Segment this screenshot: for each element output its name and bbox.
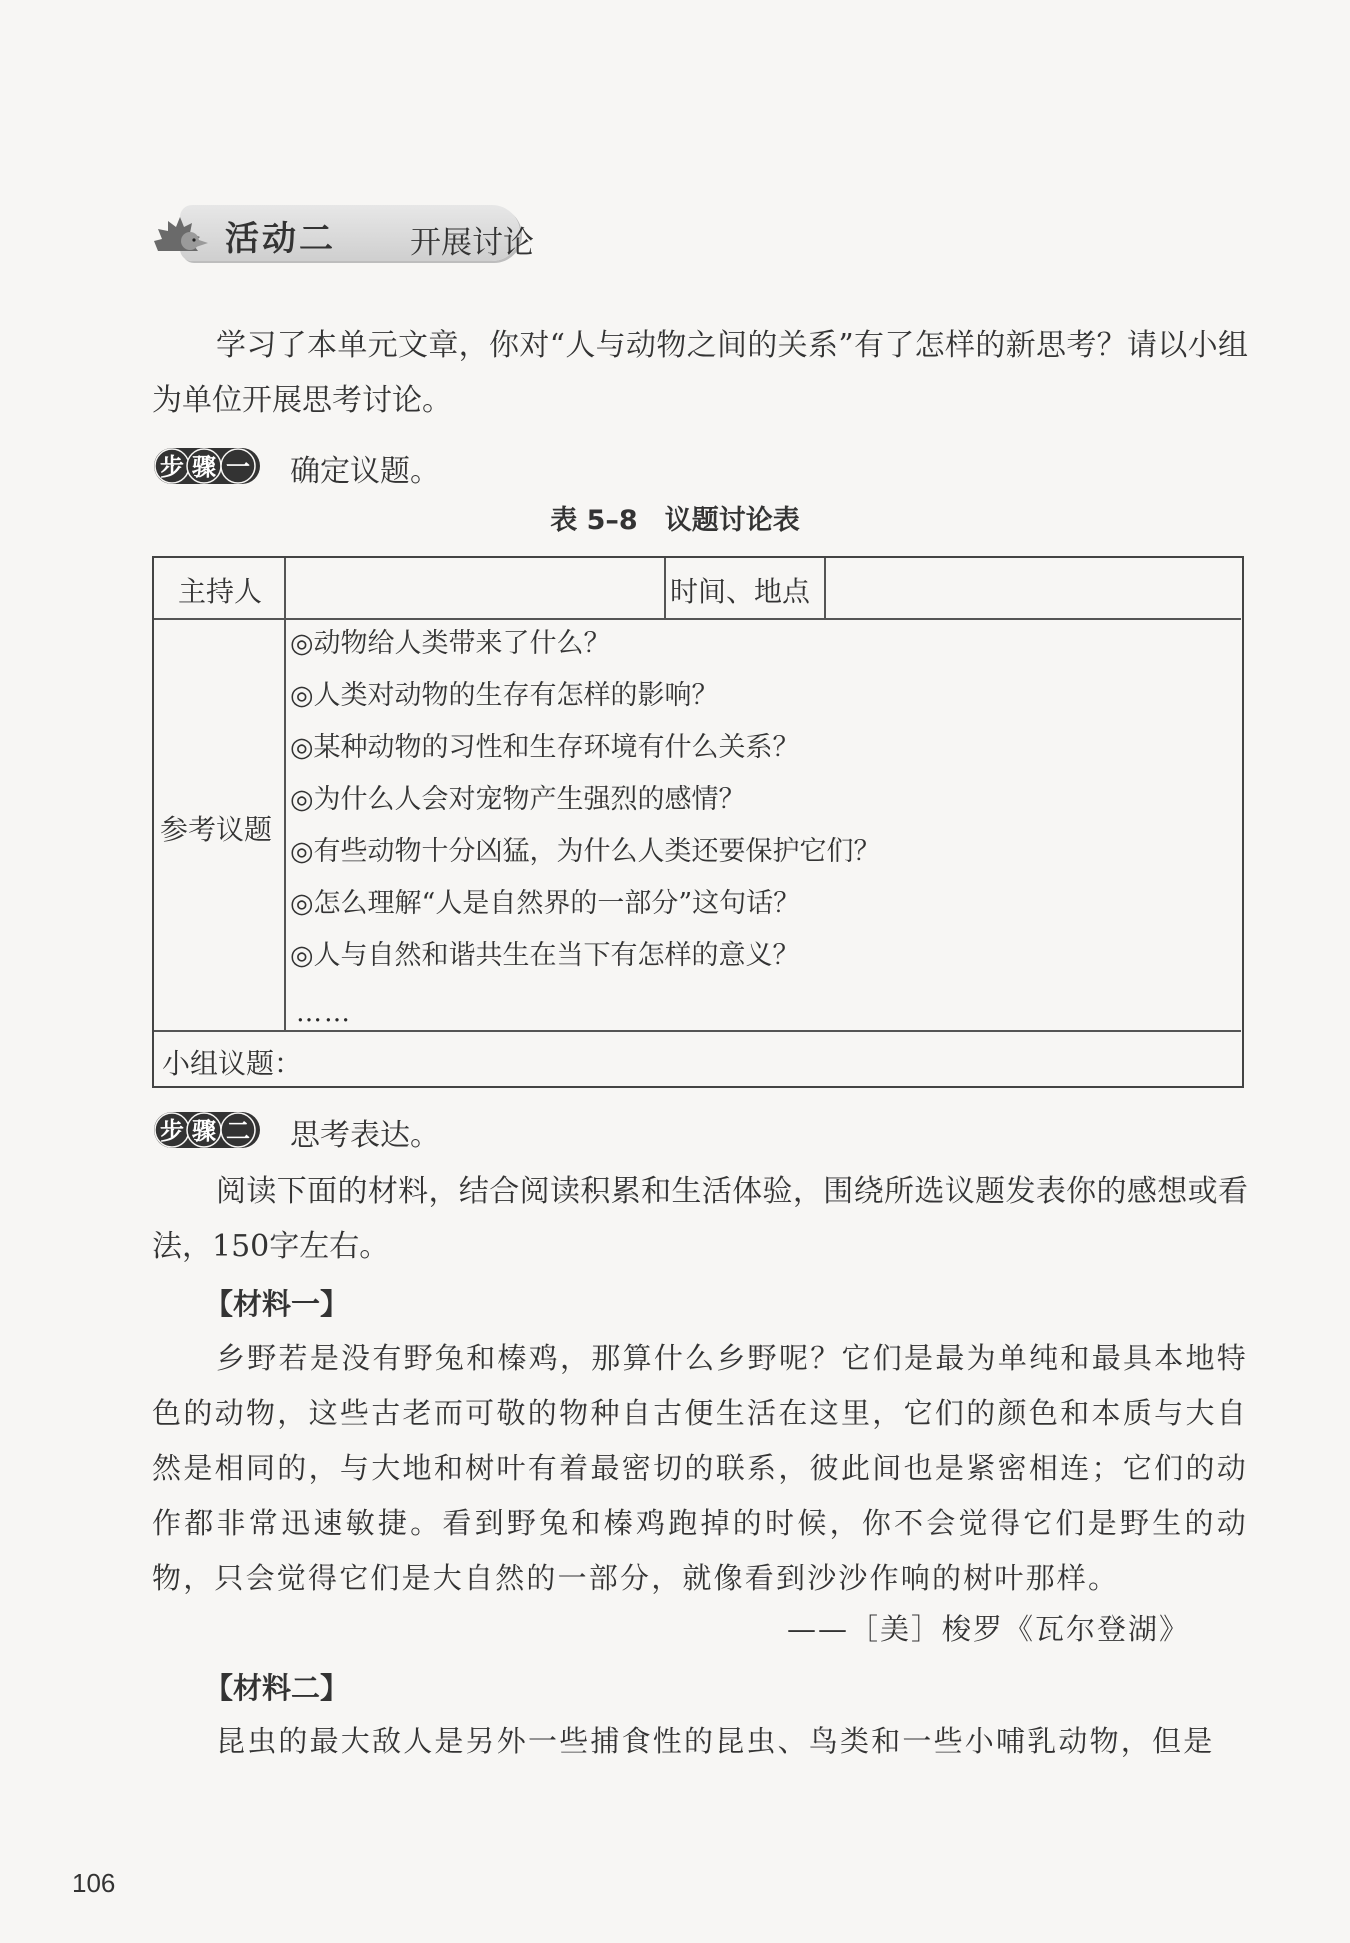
table-caption: 表 5–8 议题讨论表 [550,505,800,536]
step-two [152,1110,752,1154]
svg-text:步: 步 [160,1117,184,1145]
topic-item: ◎人与自然和谐共生在当下有怎样的意义？ [290,940,800,971]
table-row-divider [154,1030,1241,1032]
step-one-label [152,452,262,492]
topic-discussion-table [152,556,1244,1088]
table-column-divider [664,558,666,618]
svg-text:一: 一 [226,453,250,481]
svg-text:骤: 骤 [192,1117,216,1145]
material-one-heading: 【材料一】 [204,1287,350,1321]
host-label: 主持人 [178,575,263,608]
reference-topic-list [290,618,1230,982]
activity-title: 开展讨论 [410,225,534,261]
activity-header [150,205,570,265]
material-two-text: 昆虫的最大敌人是另外一些捕食性的昆虫、鸟类和一些小哺乳动物，但是 [216,1724,1215,1758]
topic-item: ◎某种动物的习性和生存环境有什么关系？ [290,732,800,763]
step-two-text: 思考表达。 [290,1118,440,1153]
material-one-text: 乡野若是没有野兔和榛鸡，那算什么乡野呢？它们是最为单纯和最具本地特色的动物，这些古老而可敬的物种自古便生活在这里，它们的颜色和本质与大自然是相同的，与大地和树叶有着最密切的联系，彼此间也是紧密相连；它们的动作都非常迅速敏捷。看到野兔和榛鸡跑掉的时候，你不会觉得它们是野生的动物，只会觉得它们是大自然的一部分，就像看到沙沙作响的树叶那样。 [152,1341,1248,1595]
table-column-divider [284,558,286,1030]
topic-ellipsis: …… [296,998,352,1028]
topic-item: ◎为什么人会对宠物产生强烈的感情？ [290,784,746,815]
step-one [152,446,752,490]
time-place-label: 时间、地点 [670,575,811,608]
intro-paragraph: 学习了本单元文章，你对“人与动物之间的关系”有了怎样的新思考？请以小组为单位开展思考讨论。 [152,328,1248,418]
instruction-paragraph: 阅读下面的材料，结合阅读积累和生活体验，围绕所选议题发表你的感想或看法，150字左右。 [152,1174,1248,1264]
reference-topics-label: 参考议题 [160,813,273,846]
page-number: 106 [72,1868,116,1898]
step-one-text: 确定议题。 [290,454,440,489]
topic-item: ◎动物给人类带来了什么？ [290,628,611,659]
activity-label: 活动二 [225,219,336,259]
step-two-label [152,1116,262,1156]
topic-item: ◎有些动物十分凶猛，为什么人类还要保护它们？ [290,836,881,867]
material-two-heading: 【材料二】 [204,1671,350,1705]
hedgehog-icon [150,211,210,267]
table-column-divider [824,558,826,618]
svg-text:二: 二 [226,1117,250,1145]
svg-text:步: 步 [160,453,184,481]
topic-item: ◎怎么理解“人是自然界的一部分”这句话？ [290,888,801,919]
svg-text:骤: 骤 [192,453,216,481]
group-topic-label: 小组议题： [162,1047,303,1080]
material-one-source: ——［美］梭罗《瓦尔登湖》 [786,1612,1190,1646]
topic-item: ◎人类对动物的生存有怎样的影响？ [290,680,719,711]
